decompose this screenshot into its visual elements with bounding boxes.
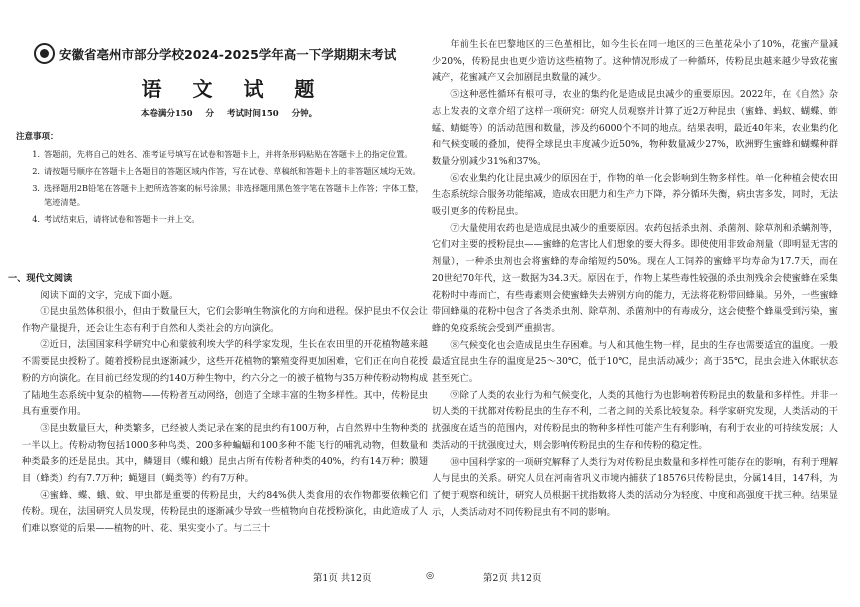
note-item xyxy=(22,147,428,161)
passage-paragraph: ⑩中国科学家的一项研究解释了人类行为对传粉昆虫数量和多样性可能存在的影响，有利于理解人与昆虫的关系。研究人员在河南省巩义市境内捕获了18576只传粉昆虫，分属14目，147科，为了便于观察和统计，研究人员根据干扰指数将人类的活动分为轻度、中度和高强度干扰三种。结果显示，人类活动对不同传粉昆虫有不同的影响。 xyxy=(432,456,838,518)
passage-paragraph: ⑨除了人类的农业行为和气候变化，人类的其他行为也影响着传粉昆虫的数量和多样性。并非一切人类的干扰都对传粉昆虫的生存不利，二者之间的关系比较复杂。科学家研究发现，人类活动的干扰强度在适当的范围内，对传粉昆虫的物种多样性可能产生有利影响，有利于农业的可持续发展；人类活动的干扰强度过大，则会影响传粉昆虫的生存和传粉的稳定性。 xyxy=(432,389,838,451)
left-page xyxy=(8,0,428,538)
note-number: 3. xyxy=(32,183,40,193)
notes-title: 注意事项： xyxy=(16,132,59,142)
passage-paragraph: ②近日，法国国家科学研究中心和蒙彼利埃大学的科学家发现，生长在农田里的开花植物越来越不需要昆虫授粉了。随着授粉昆虫逐渐减少，这些开花植物的繁殖变得更加困难，它们正在向自花授粉的方向演化。在目前已经发现的约140万种生物中，约六分之一的被子植物与35万种传粉动物构成了陆地生态系统中复杂的植物——传粉者互动网络，创造了全球丰富的生物多样性。其中，传粉昆虫具有重要作用。 xyxy=(22,339,428,418)
note-text: 请按题号顺序在答题卡上各题目的答题区域内作答，写在试卷、草稿纸和答题卡上的非答题区域均无效。 xyxy=(44,166,421,176)
passage-paragraph: ⑤这种恶性循环有根可寻，农业的集约化是造成昆虫减少的重要原因。2022年，在《自然》杂志上发表的文章介绍了这样一项研究：研究人员观察并计算了近2万种昆虫（蜜蜂、蚂蚁、蝴蝶、蚱蜢、蜻蜓等）的活动范围和数量，涉及约6000个不同的地点。结果表明，最近40年来，农业集约化和气候变暖的叠加，使得全球昆虫丰度减少近50%，物种数量减少27%，欧洲野生蜜蜂和蝴蝶种群数量分别减少31%和37%。 xyxy=(432,89,838,167)
notes-list xyxy=(22,147,428,226)
exam-meta: 本卷满分150 分 考试时间150 分钟。 xyxy=(140,109,318,119)
passage-paragraph: ①昆虫虽然体积很小，但由于数量巨大，它们会影响生物演化的方向和进程。保护昆虫不仅会让作物产量提升，还会让生态有利于自然和人类社会的方向演化。 xyxy=(22,306,428,334)
passage-paragraph: ⑧气候变化也会造成昆虫生存困难。与人和其他生物一样，昆虫的生存也需要适宜的温度。一般最适宜昆虫生存的温度是25～30℃，低于10℃，昆虫活动减少；高于35℃，昆虫会进入休眠状态甚至死亡。 xyxy=(432,339,838,385)
note-item xyxy=(22,212,428,226)
passage-paragraph: 年前生长在巴黎地区的三色堇相比，如今生长在同一地区的三色堇花朵小了10%，花蜜产量减少20%，传粉昆虫也更少造访这些植物了。这种情况形成了一种循环，传粉昆虫越来越少导致花蜜减产，花蜜减产又会加剧昆虫数量的减少。 xyxy=(432,39,838,84)
page-number-right: 第2页 共12页 xyxy=(483,573,542,584)
note-item xyxy=(22,164,428,178)
passage-paragraph: ④蜜蜂、蝶、蛾、蚊、甲虫都是重要的传粉昆虫，大约84%供人类食用的农作物都要依赖它们传粉。现在，法国研究人员发现，传粉昆虫的逐渐减少导致一些植物向自花授粉演化，由此造成了人们难以察觉的后果——植物的叶、花、果实变小了。与二三十 xyxy=(22,489,428,535)
section-intro: 阅读下面的文字，完成下面小题。 xyxy=(40,290,179,301)
note-item xyxy=(22,181,428,209)
note-text: 选择题用2B铅笔在答题卡上把所选答案的标号涂黑；非选择题用黑色签字笔在答题卡上作答；字体工整，笔迹清楚。 xyxy=(44,183,424,207)
note-number: 1. xyxy=(32,149,40,159)
page-number-left: 第1页 共12页 xyxy=(313,573,372,584)
passage-paragraph: ③昆虫数量巨大，种类繁多，已经被人类记录在案的昆虫约有100万种，占自然界中生物种类的一半以上。传粉动物包括1000多种鸟类、200多种蝙蝠和100多种不能飞行的哺乳动物，但数量和种类最多的还是昆虫。其中，鳞翅目（蝶和蛾）昆虫占所有传粉者种类的40%，约有14万种；膜翅目（蜂类）约有7.7万种；蝇翅目（蝇类等）约有7万种。 xyxy=(22,422,428,485)
footer-mark: ◎ xyxy=(426,570,435,581)
note-text: 答题前，先将自己的姓名、准考证号填写在试卷和答题卡上，并将条形码粘贴在答题卡上的指定位置。 xyxy=(44,149,413,159)
note-number: 4. xyxy=(32,214,40,224)
section-title: 一、现代文阅读 xyxy=(8,273,73,284)
exam-header xyxy=(34,43,428,64)
note-number: 2. xyxy=(32,166,40,176)
subject-title: 语 文 试 题 xyxy=(141,77,327,101)
right-page xyxy=(432,0,838,521)
passage-paragraph: ⑥农业集约化让昆虫减少的原因在于，作物的单一化会影响到生物多样性。单一化种植会使农田生态系统综合服务功能缩减，造成农田肥力和生产力下降，养分循环失衡，病虫害多发，同时，无法吸引更多的传粉昆虫。 xyxy=(432,172,838,218)
passage-paragraph: ⑦大量使用农药也是造成昆虫减少的重要原因。农药包括杀虫剂、杀菌剂、除草剂和杀螨剂等，它们对主要的授粉昆虫——蜜蜂的危害比人们想象的要大得多。即使使用非致命剂量（即明显无害的剂量），一种杀虫剂也会将蜜蜂的寿命缩短约50%。现在人工饲养的蜜蜂平均寿命为17.7天，而在20世纪70年代，这一数据为34.3天。原因在于，作物上某些毒性较强的杀虫剂残余会使蜜蜂在采集花粉时中毒而亡，有些毒素则会使蜜蜂失去辨别方向的能力，无法将花粉带回蜂巢。另外，一些蜜蜂带回蜂巢的花粉中包含了各类杀虫剂、除草剂、杀菌剂中的有毒成分，这会使整个蜂巢受到污染，蜜蜂的免疫系统会受到严重损害。 xyxy=(432,222,838,334)
exam-title: 安徽省亳州市部分学校2024-2025学年高一下学期期末考试 xyxy=(59,46,397,62)
school-logo-icon xyxy=(34,43,55,64)
note-text: 考试结束后，请将试卷和答题卡一并上交。 xyxy=(44,214,200,224)
